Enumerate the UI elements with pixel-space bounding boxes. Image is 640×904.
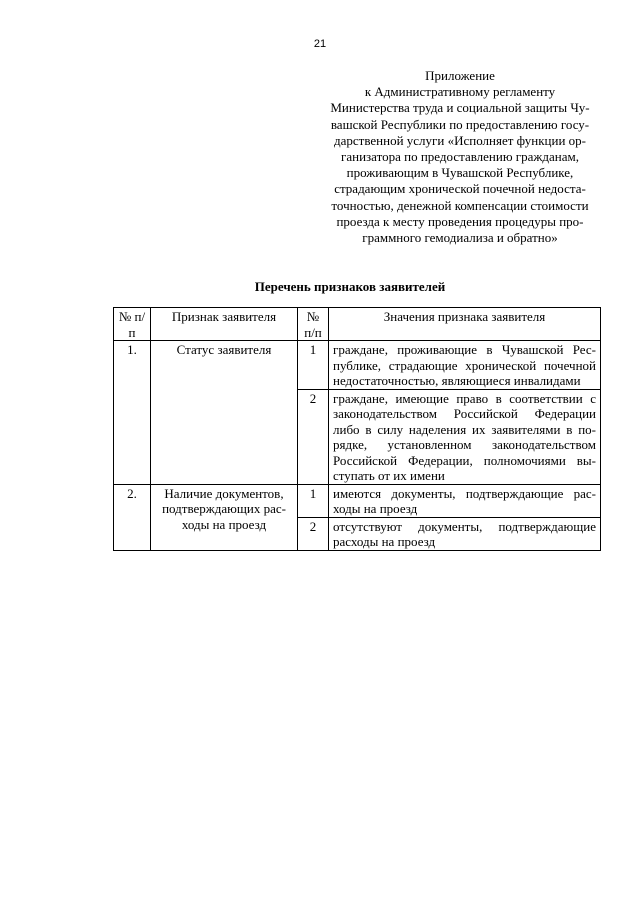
value-text: граждане, имеющие право в соответствии с законодательством Российской Федерации либо в силу наделения их заявителями в по-рядке, установленном законодательством Российской Федерации, полномочиями вы-ступать от их имени <box>329 389 601 484</box>
appendix-line: граммного гемодиализа и обратно» <box>362 230 558 246</box>
appendix-line: страдающим хронической почечной недоста- <box>334 181 586 197</box>
value-text: граждане, проживающие в Чувашской Рес-публике, страдающие хронической почечной недостаточностью, являющиеся инвалидами <box>329 341 601 390</box>
header-number: № п/п <box>114 308 151 341</box>
header-values: Значения признака заявителя <box>329 308 601 341</box>
row-number: 2. <box>114 484 151 550</box>
value-text: отсутствуют документы, подтверждающие расходы на проезд <box>329 517 601 550</box>
table-row <box>114 484 601 517</box>
header-sign: Признак заявителя <box>151 308 298 341</box>
value-number: 1 <box>298 341 329 390</box>
row-sign: Наличие документов, подтверждающих рас-ходы на проезд <box>151 484 298 550</box>
appendix-line: проживающим в Чувашской Республике, <box>346 165 574 181</box>
appendix-line: Министерства труда и социальной защиты Чу- <box>330 100 590 116</box>
page-number: 21 <box>313 38 327 50</box>
appendix-header <box>316 68 604 246</box>
value-number: 2 <box>298 389 329 484</box>
row-sign: Статус заявителя <box>151 341 298 485</box>
appendix-line: дарственной услуги «Исполняет функции ор- <box>334 132 586 148</box>
appendix-line: ганизатора по предоставлению гражданам, <box>341 149 579 165</box>
applicant-signs-table <box>113 307 601 551</box>
appendix-line: проезда к месту проведения процедуры про- <box>336 213 584 229</box>
row-number: 1. <box>114 341 151 485</box>
value-number: 2 <box>298 517 329 550</box>
appendix-line: Приложение <box>425 68 495 83</box>
value-text: имеются документы, подтверждающие рас-ходы на проезд <box>329 484 601 517</box>
appendix-line: к Административному регламенту <box>364 84 556 100</box>
appendix-line: точностью, денежной компенсации стоимости <box>331 197 589 213</box>
value-number: 1 <box>298 484 329 517</box>
document-title: Перечень признаков заявителей <box>254 279 446 294</box>
header-value-number: № п/п <box>298 308 329 341</box>
table-row <box>114 341 601 390</box>
appendix-line: вашской Республики по предоставлению госу- <box>330 116 590 132</box>
table-header-row <box>114 308 601 341</box>
